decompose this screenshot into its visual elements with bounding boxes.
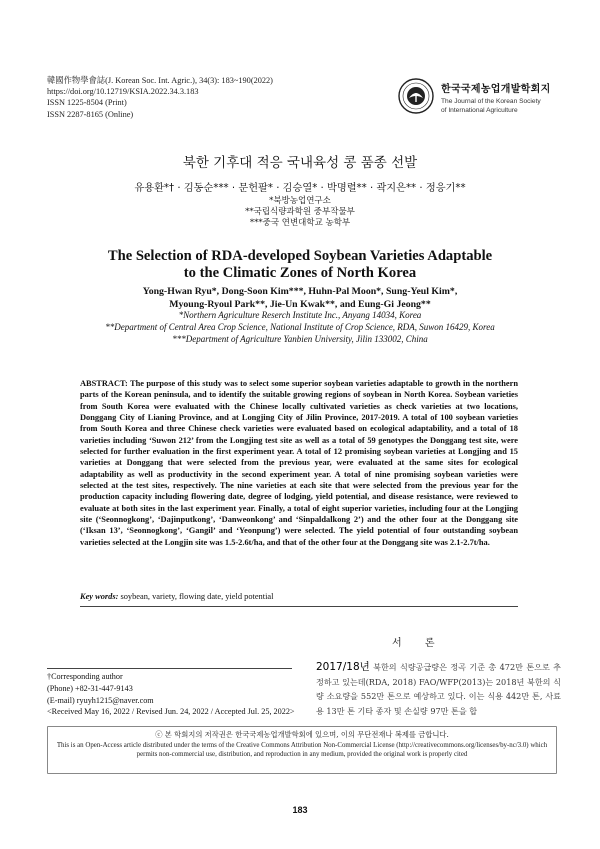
- keywords: [80, 592, 518, 601]
- affiliation-en: **Department of Central Area Crop Science, National Institute of Crop Science, RDA, Suwon 16429, Korea: [105, 321, 495, 332]
- journal-citation: 韓國作物學會誌(J. Korean Soc. Int. Agric.), 34(3): 183~190(2022): [47, 76, 273, 85]
- abstract: ABSTRACT: The purpose of this study was to select some superior soybean varieties adaptable to growth in the northern parts of the Korean peninsula, and to identify the suitable growing regions of soybean in North Korea. Soybean varieties from South Korea were evaluated with the Chinese locally cultivated varieties as check varieties at two locations, Donggang City of Lianing Province, and at Longjing City of Jilin Province, 2017-2019. A total of 100 soybean varieties from South Korea and three Chinese check varieties were evaluated based on ecological adaptability, and a total of 18 varieties including ‘Suwon 212’ from the Longjing test site as well as a total of 59 genotypes the Donggang test site, were selected for further evaluation in the first experiment year. A total of 12 promising soybean varieties at Longjing and 15 varieties at Donggang that were selected from the previous year, were evaluated at the same sites for ecological adaptability as well as productivity in the second experiment year. A total of nine promising soybean varieties were selected at the test sites, respectively. The nine varieties at each site that were selected from the previous year for the production capacity including flowering date, degree of lodging, yield potential, and disease resistance, were reviewed to evaluate at both sites in the last experiment year. Finally, a total of eight superior varieties, including four at the Longjing site (‘Seonnogkong’, ‘Dajinputkong’, ‘Danweonkong’ and ‘Sinpaldalkong 2’) and the other four at the Donggang site (‘Iksan 13’, ‘Seonnogkong’, ‘Gangil’ and ‘Yeonpung’) were selected. The yield potential of four outstanding soybean varieties selected at the Longjin site was 1.5-2.6t/ha, and that of the other four at the Donggang site was 2.1-2.7t/ha.: [80, 379, 518, 547]
- license-text-1: This is an Open-Access article distributed under the terms of the Creative Commons Attribution Non-Commercial License (http://creativecommons.org/licenses/by-nc/3.0) which: [56, 741, 548, 749]
- corresponding-email[interactable]: (E-mail) ryuyh1215@naver.com: [47, 695, 154, 705]
- keywords-label: Key words:: [80, 592, 119, 601]
- corresponding-author: †Corresponding author: [47, 672, 123, 681]
- authors-en: [0, 286, 600, 311]
- issn-online: ISSN 2287-8165 (Online): [47, 109, 134, 119]
- affiliation-en: ***Department of Agriculture Yanbien University, Jilin 133002, China: [172, 333, 428, 344]
- paper-title-en: [0, 248, 600, 282]
- society-name-en-2: of International Agriculture: [441, 107, 518, 114]
- abstract-divider: [80, 606, 518, 607]
- issn-print: ISSN 1225-8504 (Print): [47, 98, 127, 108]
- paper-title-en-line: The Selection of RDA-developed Soybean Varieties Adaptable: [107, 248, 493, 264]
- society-name: [441, 80, 581, 115]
- society-logo-icon: [398, 78, 434, 114]
- received-dates: <Received May 16, 2022 / Revised Jun. 24, 2022 / Accepted Jul. 25, 2022>: [47, 707, 295, 717]
- introduction-text: [316, 660, 561, 718]
- affiliation-en: *Northern Agriculture Reserch Institute Inc., Anyang 14034, Korea: [178, 310, 422, 320]
- page-number: 183: [292, 805, 308, 815]
- footnote-divider: [47, 668, 292, 669]
- affiliations-ko: [0, 196, 600, 229]
- keywords-list: soybean, variety, flowing date, yield potential: [120, 592, 274, 601]
- introduction-lead: 2017/18년: [316, 661, 370, 673]
- introduction-body: 북한의 식량공급량은 정곡 기준 총 472만 톤으로 추정하고 있는데(RDA, 2018) FAO/WFP(2013)는 2018년 북한의 식량 소요량을 552만 톤으로 예상하고 있다. 이는 식용 442만 톤, 사료용 13만 톤 기타 종자 및 손실량 97만 톤을 합: [316, 662, 561, 716]
- authors-en-line: Yong-Hwan Ryu*, Dong-Soon Kim***, Huhn-Pal Moon*, Sung-Yeul Kim*,: [142, 286, 458, 297]
- header-citation-block: [47, 75, 273, 120]
- license-box: [47, 726, 557, 774]
- footnote: [47, 671, 295, 718]
- authors-en-line: Myoung-Ryoul Park**, Jie-Un Kwak**, and Eung-Gi Jeong**: [169, 298, 431, 310]
- section-heading-introduction: 서 론: [392, 638, 445, 649]
- affiliations-en: [0, 310, 600, 345]
- affiliation-ko: ***중국 연변대학교 농학부: [249, 218, 351, 228]
- paper-title-ko: 북한 기후대 적응 국내육성 콩 품종 선발: [182, 155, 418, 171]
- society-name-en-1: The Journal of the Korean Society: [441, 98, 541, 105]
- affiliation-ko: **국립식량과학원 중부작물부: [245, 207, 355, 217]
- paper-title-en-line: to the Climatic Zones of North Korea: [183, 265, 417, 281]
- authors-ko: 유용환*† · 김동순*** · 문헌팔* · 김승열* · 박명렬** · 곽지은** · 정응기**: [134, 183, 466, 194]
- doi-link[interactable]: https://doi.org/10.12719/KSIA.2022.34.3.183: [47, 87, 199, 97]
- society-name-ko: 한국국제농업개발학회지: [441, 84, 551, 95]
- copyright-notice: ⓒ 본 학회지의 저작권은 한국국제농업개발학회에 있으며, 이의 무단전재나 복제를 금합니다.: [155, 730, 449, 739]
- corresponding-phone: (Phone) +82-31-447-9143: [47, 683, 133, 693]
- affiliation-ko: *북방농업연구소: [269, 196, 331, 206]
- license-text-2: permits non-commercial use, distribution, and reproduction in any medium, provided the original work is properly cited: [136, 751, 468, 758]
